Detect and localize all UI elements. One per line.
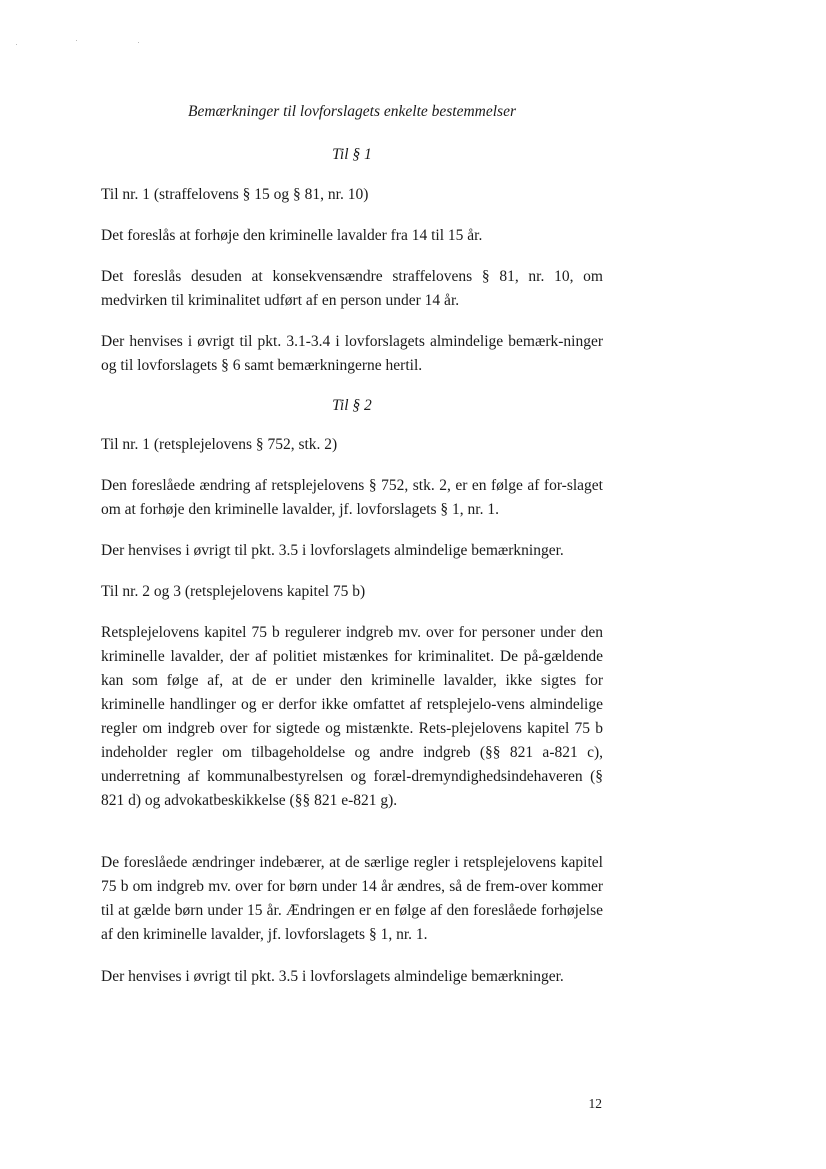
- paragraph: Det foreslås desuden at konsekvensændre straffelovens § 81, nr. 10, om medvirken til kriminalitet udført af en person under 14 år.: [101, 268, 603, 309]
- paragraph: De foreslåede ændringer indebærer, at de særlige regler i retsplejelovens kapitel 75 b om indgreb mv. over for børn under 14 år ændres, så de frem-over kommer til at gælde børn under 15 år. Ændringen er en følge af den foreslåede forhøjelse af den kriminelle lavalder, jf. lovforslagets § 1, nr. 1.: [101, 854, 603, 943]
- paragraph: Retsplejelovens kapitel 75 b regulerer indgreb mv. over for personer under den kriminelle lavalder, der af politiet mistænkes for kriminalitet. De på-gældende kan som følge af, at de er under den kriminelle lavalder, ikke sigtes for kriminelle handlinger og er derfor ikke omfattet af retsplejelo-vens almindelige regler om indgreb over for sigtede og mistænkte. Rets-plejelovens kapitel 75 b indeholder regler om tilbageholdelse og andre indgreb (§§ 821 a-821 c), underretning af kommunalbestyrelsen og foræl-dremyndighedsindehaveren (§ 821 d) og advokatbeskikkelse (§§ 821 e-821 g).: [101, 624, 603, 809]
- section-heading-1: Til § 1: [332, 146, 372, 163]
- paragraph: Der henvises i øvrigt til pkt. 3.5 i lovforslagets almindelige bemærkninger.: [101, 542, 564, 559]
- paragraph: Til nr. 2 og 3 (retsplejelovens kapitel 75 b): [101, 583, 366, 600]
- paragraph: Der henvises i øvrigt til pkt. 3.1-3.4 i lovforslagets almindelige bemærk-ninger og til lovforslagets § 6 samt bemærkningerne hertil.: [101, 333, 603, 374]
- page-number: 12: [588, 1096, 602, 1111]
- paragraph: Det foreslås at forhøje den kriminelle lavalder fra 14 til 15 år.: [101, 227, 483, 244]
- scan-speck: [16, 44, 17, 45]
- paragraph: Til nr. 1 (retsplejelovens § 752, stk. 2): [101, 436, 338, 453]
- paragraph: Den foreslåede ændring af retsplejelovens § 752, stk. 2, er en følge af for-slaget om at forhøje den kriminelle lavalder, jf. lovforslagets § 1, nr. 1.: [101, 477, 603, 518]
- paragraph: Der henvises i øvrigt til pkt. 3.5 i lovforslagets almindelige bemærkninger.: [101, 968, 564, 985]
- paragraph: Til nr. 1 (straffelovens § 15 og § 81, nr. 10): [101, 186, 369, 203]
- document-title: Bemærkninger til lovforslagets enkelte bestemmelser: [187, 103, 516, 120]
- scan-speck: [76, 40, 77, 41]
- scan-speck: [138, 42, 139, 43]
- section-heading-2: Til § 2: [332, 397, 372, 414]
